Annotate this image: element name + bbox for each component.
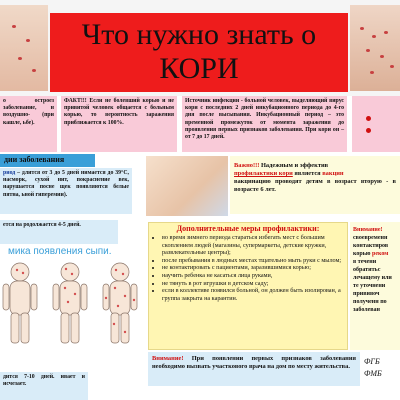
child-measles-photo-left <box>0 5 48 91</box>
attention-text: При появлении первых признаков заболевания необходимо вызвать участкового врача на дом по месту жительства. <box>152 355 356 370</box>
list-item: • если в коллективе появился больной, он должен быть изолирован, а группа закрыта на карантин. <box>162 287 346 302</box>
rash-period-box: ется на родолжается 4-5 дней. <box>0 220 118 244</box>
child-figure-1 <box>3 263 37 343</box>
vaccination-link[interactable]: профилактики кори <box>234 170 293 177</box>
child-figure-2 <box>53 263 87 343</box>
footer-line1: ФГБ <box>364 357 380 366</box>
right-text1: своевременн контактиров корью <box>353 235 389 257</box>
prevention-title: Дополнительные меры профилактики: <box>176 224 320 233</box>
right-attention-lead: Внимание! <box>353 227 383 233</box>
children-rash-illustration <box>0 258 142 370</box>
vaccination-lead: Важно!!! <box>234 162 260 169</box>
infection-source-box: Источник инфекции - больной человек, выделяющий вирус кори с последних 2 дней инкубационного периода до 4-го дня после высыпания. Инкубационный период – это временной промежуток от момента заражения до проявления первых признаков заболевания. При кори он – от 7 до 17 дней. <box>182 96 347 152</box>
fact-box: ФАКТ!!! Если не болевший корью и не привитой человек общается с больным корью, то вероятность заражения приближается к 100%. <box>61 96 177 152</box>
attention-box <box>148 352 360 386</box>
organization-footer <box>362 352 400 386</box>
list-item: • не тянуть в рот игрушки в детском саду; <box>162 280 346 288</box>
vaccination-text-c: вакцинацию проводят детям в возраст вторую - в возрасте 6 лет. <box>234 178 396 193</box>
vaccination-text-a: Надежным и эффектив <box>259 162 329 169</box>
list-item: • научить ребенка не касаться лица руками, <box>162 272 346 280</box>
vaccination-link2[interactable]: вакцин <box>322 170 344 177</box>
child-vaccination-photo <box>146 156 228 216</box>
stages-heading: дии заболевания <box>0 154 95 167</box>
prevention-list <box>152 234 346 302</box>
symptoms-box <box>352 96 400 152</box>
definition-box: о остроез заболевание, н воздушно- (при кашле, ьбе). <box>0 96 57 152</box>
vaccination-text-b: является <box>292 170 323 177</box>
right-reko: реком <box>371 251 389 257</box>
period-text: – длится от 3 до 5 дней нимается до 39°С, насморк, сухой нит, покраснение век, нарушается посне щек появляются белые пятна, ьной гиперемии). <box>3 170 129 198</box>
footer-line2: ФМБ <box>364 369 382 378</box>
child-figure-3 <box>103 263 137 343</box>
vaccination-box <box>230 156 400 214</box>
rash-dynamics-title: мика появления сыпи. <box>8 246 112 257</box>
right-attention-box <box>350 222 400 350</box>
list-item: • не контактировать с пациентами, заразившимися корью; <box>162 264 346 272</box>
catarrhal-period-box <box>0 168 132 214</box>
right-text2: в течени обратитьс лечащему или те уточнени прививоч полученн по заболеван <box>353 259 392 313</box>
child-back-rash-photo <box>350 5 400 91</box>
list-item: • во время зимнего периода стараться избегать мест с большим скоплением людей (магазины, супермаркеты, детские кружки, развлекательные центры); <box>162 234 346 257</box>
page-title-line1: Что нужно знать о <box>81 18 317 51</box>
bullet-icon <box>366 128 371 133</box>
list-item: • после пребывания в людных местах тщательно мыть руки с мылом; <box>162 257 346 265</box>
bullet-icon <box>366 116 371 121</box>
period-label: риод <box>3 170 16 176</box>
attention-lead: Внимание! <box>152 355 184 362</box>
recovery-period-box: дится 7-10 дней. ивает и исчезает. <box>0 372 88 400</box>
page-title-line2: КОРИ <box>159 52 239 85</box>
